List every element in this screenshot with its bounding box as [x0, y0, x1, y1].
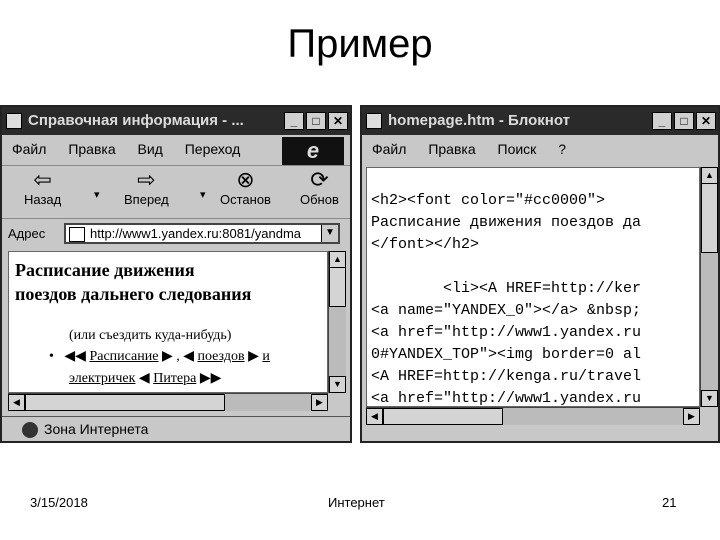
browser-titlebar[interactable]: [2, 107, 350, 135]
scroll-right-icon[interactable]: ▶: [683, 408, 700, 425]
scroll-left-icon[interactable]: ◀: [8, 394, 25, 411]
status-text: Зона Интернета: [44, 421, 149, 437]
code-line: <h2><font color="#cc0000">: [371, 192, 606, 209]
close-button[interactable]: ✕: [328, 112, 348, 130]
scroll-thumb[interactable]: [329, 267, 346, 307]
arrow-right-icon: ▶: [244, 349, 263, 364]
menu-file[interactable]: Файл: [372, 141, 407, 157]
menu-edit[interactable]: Правка: [68, 141, 116, 157]
page-icon: [69, 227, 85, 242]
link-elektrichek[interactable]: электричек: [69, 371, 136, 386]
menu-view[interactable]: Вид: [137, 141, 163, 157]
notepad-vertical-scrollbar[interactable]: [700, 167, 718, 407]
subtext: (или съездить куда-нибудь): [69, 328, 232, 343]
forward-button[interactable]: [124, 168, 169, 207]
arrow-right-icon: ▶ , ◀: [158, 349, 198, 364]
horizontal-scroll-thumb[interactable]: [383, 408, 503, 425]
forward-dropdown-icon[interactable]: ▾: [200, 189, 206, 201]
menu-search[interactable]: Поиск: [497, 141, 537, 157]
notepad-menubar: [362, 137, 718, 161]
refresh-button[interactable]: [300, 168, 339, 207]
menu-file[interactable]: Файл: [12, 141, 47, 157]
stop-button[interactable]: [220, 168, 271, 207]
footer-date: 3/15/2018: [30, 495, 88, 510]
horizontal-scroll-thumb[interactable]: [25, 394, 225, 411]
address-input[interactable]: [64, 223, 340, 244]
link-poezdov[interactable]: поездов: [197, 349, 245, 364]
scroll-up-icon[interactable]: ▲: [701, 167, 718, 184]
code-line: Расписание движения поездов да: [371, 214, 642, 231]
back-arrow-icon: ⇦: [33, 167, 52, 192]
forward-label: Вперед: [124, 192, 169, 207]
address-bar: [2, 221, 350, 247]
address-label: Адрес: [8, 226, 46, 241]
bullet-icon: •: [49, 349, 65, 364]
globe-icon: [22, 422, 38, 438]
browser-window: [0, 105, 352, 443]
refresh-icon: ⟳: [310, 167, 329, 192]
menu-help[interactable]: ?: [558, 141, 566, 157]
page-heading: [15, 258, 325, 306]
address-dropdown-icon[interactable]: ▼: [321, 225, 338, 242]
stop-icon: ⊗: [236, 167, 255, 192]
forward-arrow-icon: ⇨: [137, 167, 156, 192]
links-line-1: [49, 348, 270, 365]
browser-horizontal-scrollbar[interactable]: [8, 393, 328, 411]
text-i[interactable]: и: [262, 349, 270, 364]
link-pitera[interactable]: Питера: [153, 371, 197, 386]
heading-line-2: поездов дальнего следования: [15, 284, 252, 304]
back-dropdown-icon[interactable]: ▾: [94, 189, 100, 201]
notepad-text-area[interactable]: [366, 167, 700, 407]
code-line: [367, 256, 699, 278]
slide-title: Пример: [287, 22, 433, 66]
code-line: <li><A HREF=http://ker: [371, 280, 642, 297]
code-line: <a href="http://www1.yandex.ru: [371, 324, 642, 341]
page-number: 21: [662, 495, 677, 510]
links-line-2: [69, 370, 221, 387]
arrow-left-icon: ◀◀: [64, 349, 90, 364]
notepad-title: homepage.htm - Блокнот: [388, 112, 570, 129]
menu-edit[interactable]: Правка: [428, 141, 476, 157]
arrow-left-icon: ◀: [135, 371, 154, 386]
code-line: 0#YANDEX_TOP"><img border=0 al: [371, 346, 642, 363]
code-line: <a name="YANDEX_0"></a> &nbsp;: [371, 302, 642, 319]
menu-go[interactable]: Переход: [184, 141, 241, 157]
scroll-thumb[interactable]: [701, 183, 718, 253]
code-line: <A HREF=http://kenga.ru/travel: [371, 368, 642, 385]
minimize-button[interactable]: _: [284, 112, 304, 130]
browser-window-icon: [6, 113, 22, 129]
browser-statusbar: [2, 416, 350, 441]
code-line: <a href="http://www1.yandex.ru: [371, 390, 642, 407]
arrow-right-icon: ▶▶: [196, 371, 222, 386]
browser-content: [8, 251, 328, 393]
close-button[interactable]: ✕: [696, 112, 716, 130]
notepad-window: [360, 105, 720, 443]
maximize-button[interactable]: □: [674, 112, 694, 130]
notepad-horizontal-scrollbar[interactable]: [366, 407, 700, 425]
stop-label: Останов: [220, 192, 271, 207]
notepad-window-icon: [366, 113, 382, 129]
code-line: </font></h2>: [371, 236, 480, 253]
browser-title: Справочная информация - ...: [28, 112, 244, 129]
scroll-right-icon[interactable]: ▶: [311, 394, 328, 411]
scroll-down-icon[interactable]: ▼: [701, 390, 718, 407]
address-value: http://www1.yandex.ru:8081/yandma: [90, 226, 302, 241]
browser-vertical-scrollbar[interactable]: [328, 251, 346, 393]
browser-toolbar: [2, 165, 350, 219]
heading-line-1: Расписание движения: [15, 260, 195, 280]
maximize-button[interactable]: □: [306, 112, 326, 130]
code-line: [367, 168, 699, 190]
refresh-label: Обнов: [300, 192, 339, 207]
back-button[interactable]: [24, 168, 61, 207]
scroll-left-icon[interactable]: ◀: [366, 408, 383, 425]
link-raspisanie[interactable]: Расписание: [89, 349, 159, 364]
footer-center: Интернет: [328, 495, 385, 510]
minimize-button[interactable]: _: [652, 112, 672, 130]
scroll-up-icon[interactable]: ▲: [329, 251, 346, 268]
back-label: Назад: [24, 192, 62, 207]
notepad-titlebar[interactable]: [362, 107, 718, 135]
ie-logo: e: [282, 137, 344, 165]
scroll-down-icon[interactable]: ▼: [329, 376, 346, 393]
